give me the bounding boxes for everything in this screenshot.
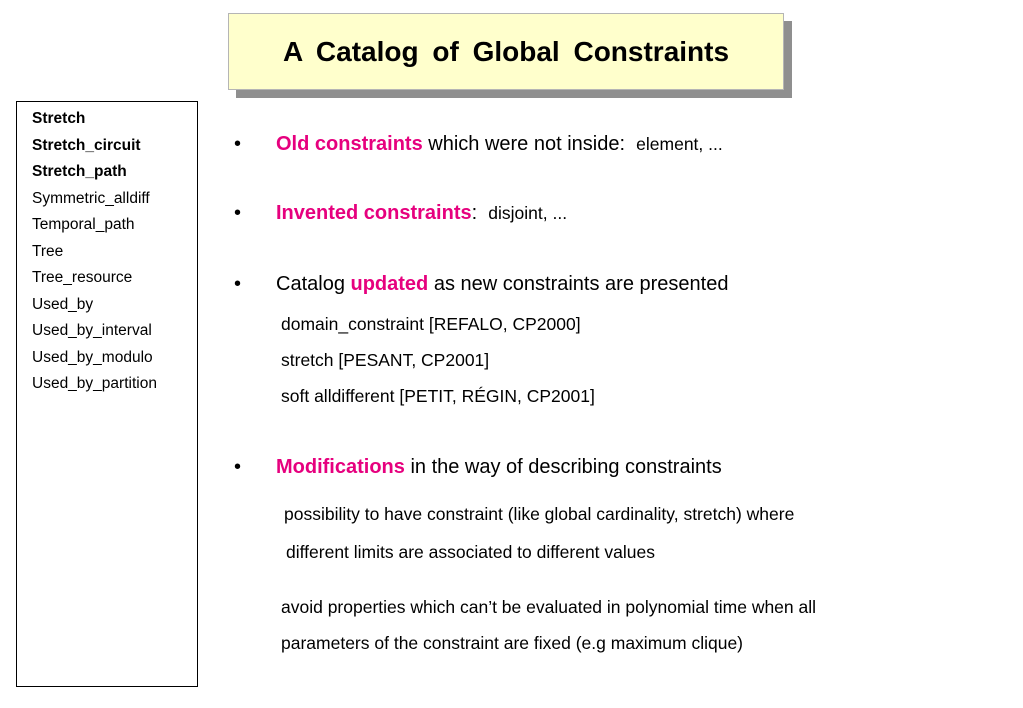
sub-item-reference: stretch [PESANT, CP2001] xyxy=(281,350,490,370)
bullet-text: : xyxy=(471,202,478,224)
bullet-icon: • xyxy=(234,133,242,155)
bullet-text: in the way of describing constraints xyxy=(404,456,722,478)
bullet-prefix: Catalog xyxy=(276,273,351,295)
list-item: Used_by_modulo xyxy=(32,348,153,366)
list-item: Stretch xyxy=(32,110,86,127)
sub-item-description: possibility to have constraint (like global cardinality, stretch) where xyxy=(284,504,795,524)
list-item: Temporal_path xyxy=(32,216,135,233)
list-item: Symmetric_alldiff xyxy=(32,189,150,207)
list-item: Stretch_path xyxy=(32,163,127,180)
bullet-highlight: updated xyxy=(350,273,429,295)
bullet-old-constraints xyxy=(234,132,723,156)
list-item: Used_by_interval xyxy=(32,322,152,339)
page-title: A Catalog of Global Constraints xyxy=(282,35,730,67)
bullet-text: as new constraints are presented xyxy=(428,273,729,295)
list-item: Stretch_circuit xyxy=(32,136,141,154)
sub-item-description: parameters of the constraint are fixed (e.g maximum clique) xyxy=(281,633,743,653)
bullet-invented-constraints xyxy=(234,201,567,225)
bullet-modifications xyxy=(234,455,722,479)
list-item: Tree_resource xyxy=(32,269,133,286)
bullet-catalog-updated xyxy=(234,272,728,296)
title-box xyxy=(228,13,784,90)
list-item: Tree xyxy=(32,242,64,260)
bullet-highlight: Old constraints xyxy=(276,133,423,155)
bullet-detail: element, ... xyxy=(636,134,723,154)
sub-item-description: avoid properties which can’t be evaluated in polynomial time when all xyxy=(281,597,817,617)
list-item: Used_by_partition xyxy=(32,375,157,392)
bullet-highlight: Modifications xyxy=(276,456,405,478)
sub-item-reference: domain_constraint [REFALO, CP2000] xyxy=(281,314,581,334)
sub-item-description: different limits are associated to different values xyxy=(286,542,655,562)
sub-item-reference: soft alldifferent [PETIT, RÉGIN, CP2001] xyxy=(281,386,595,406)
bullet-icon: • xyxy=(234,273,242,295)
bullet-detail: disjoint, ... xyxy=(488,203,568,223)
bullet-icon: • xyxy=(234,202,242,224)
bullet-text: which were not inside: xyxy=(422,133,626,155)
bullet-icon: • xyxy=(234,456,242,478)
bullet-highlight: Invented constraints xyxy=(276,202,472,224)
constraint-list xyxy=(16,101,198,687)
list-item: Used_by xyxy=(32,295,94,313)
